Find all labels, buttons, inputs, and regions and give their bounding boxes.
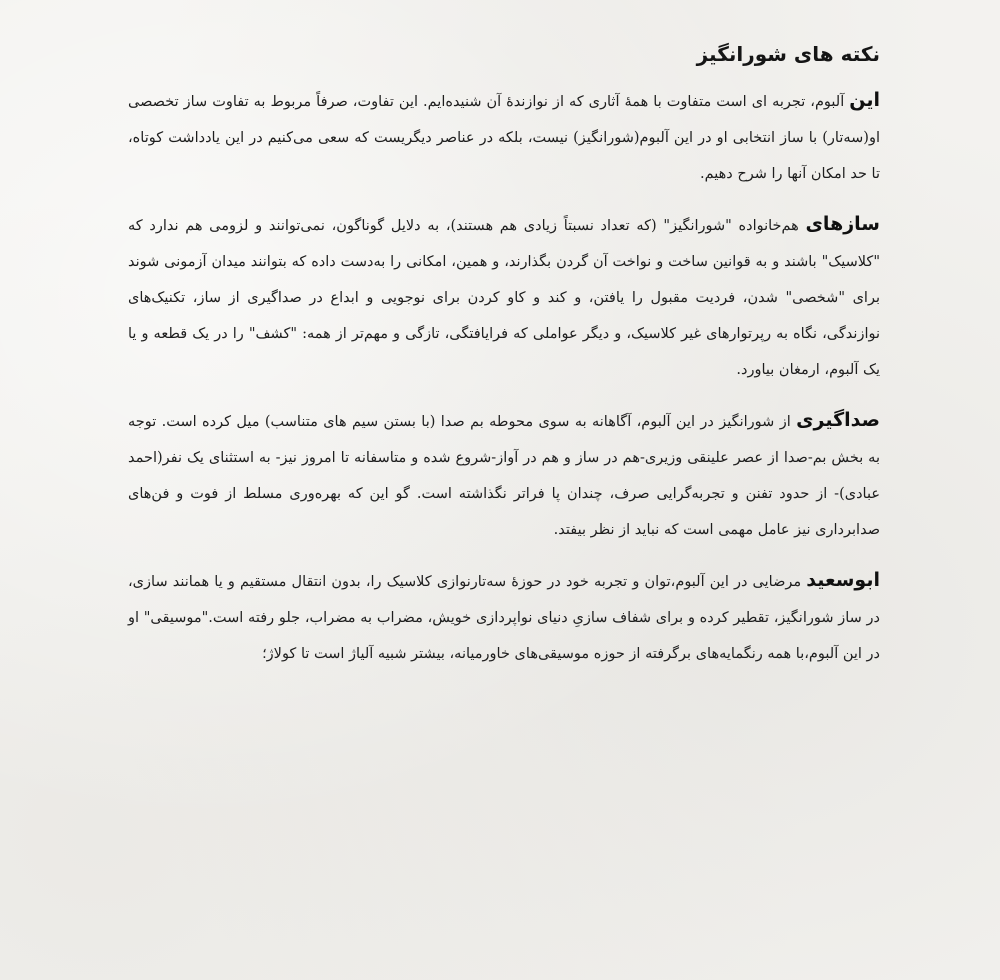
paragraph-3	[128, 402, 880, 548]
paragraph-1-lead-word: این	[849, 89, 880, 111]
paragraph-3-lead-word: صداگیری	[796, 409, 880, 431]
paragraph-1	[128, 82, 880, 192]
paragraph-2-text: هم‌خانواده "شورانگیز" (که تعداد نسبتاً زیادی هم هستند)، به دلایل گوناگون، نمی‌توانند و لزومی هم ندارد که "کلاسیک" باشند و به قوانین ساخت و نواخت آن گردن بگذارند، و همین، امکانی را به‌دست داده که بتوانند میدان آزمونی شوند برای "شخصی" شدن، فردیت مقبول را یافتن، و کند و کاو کردن برای نوجویی و ابداع در صداگیری از ساز، تکنیک‌های نوازندگی، نگاه به رپرتوارهای غیر کلاسیک، و دیگر عواملی که فرایافتگی، تازگی و مهم‌تر از همه: "کشف" را در یک قطعه و یا یک آلبوم، ارمغان بیاورد.	[128, 218, 880, 378]
paragraph-2-lead-word: سازهای	[805, 213, 880, 235]
paragraph-2	[128, 206, 880, 388]
article	[128, 40, 880, 686]
paragraph-1-text: آلبوم، تجربه ای است متفاوت با همهٔ آثاری که از نوازندهٔ آن شنیده‌ایم. این تفاوت، صرفاً مربوط به تفاوت ساز تخصصی او(سه‌تار) با ساز انتخابی او در این آلبوم(شورانگیز) نیست، بلکه در عناصر دیگریست که سعی می‌کنیم در این یادداشت کوتاه، تا حد امکان آنها را شرح دهیم.	[128, 94, 880, 182]
article-title: نکته های شورانگیز	[696, 42, 880, 66]
paragraph-4-lead-word: ابوسعید	[806, 569, 880, 591]
paragraph-3-text: از شورانگیز در این آلبوم، آگاهانه به سوی محوطه بم صدا (با بستن سیم های متناسب) میل کرده است. توجه به بخش بم-صدا از عصر علینقی وزیری-هم در ساز و هم در آواز-شروع شده و متاسفانه تا امروز نیز- به استثنای یک نفر(احمد عبادی)- از حدود تفنن و تجربه‌گرایی صرف، چندان پا فراتر نگذاشته است. گو این که بهره‌وری مسلط از فوت و فن‌های صدابرداری نیز عامل مهمی است که نباید از نظر بیفتد.	[128, 414, 880, 538]
paragraph-4	[128, 562, 880, 672]
paragraph-4-text: مرضایی در این آلبوم،توان و تجربه خود در حوزهٔ سه‌تارنوازی کلاسیک را، بدون انتقال مستقیم و یا همانند سازی، در ساز شورانگیز، تقطیر کرده و برای شفاف سازیِ دنیای نواپردازی خویش، مضراب به مضراب، جلو رفته است."موسیقی" او در این آلبوم،با همه رنگمایه‌های برگرفته از حوزه موسیقی‌های خاورمیانه، بیشتر شبیه آلیاژ است تا کولاژ؛	[128, 574, 880, 662]
